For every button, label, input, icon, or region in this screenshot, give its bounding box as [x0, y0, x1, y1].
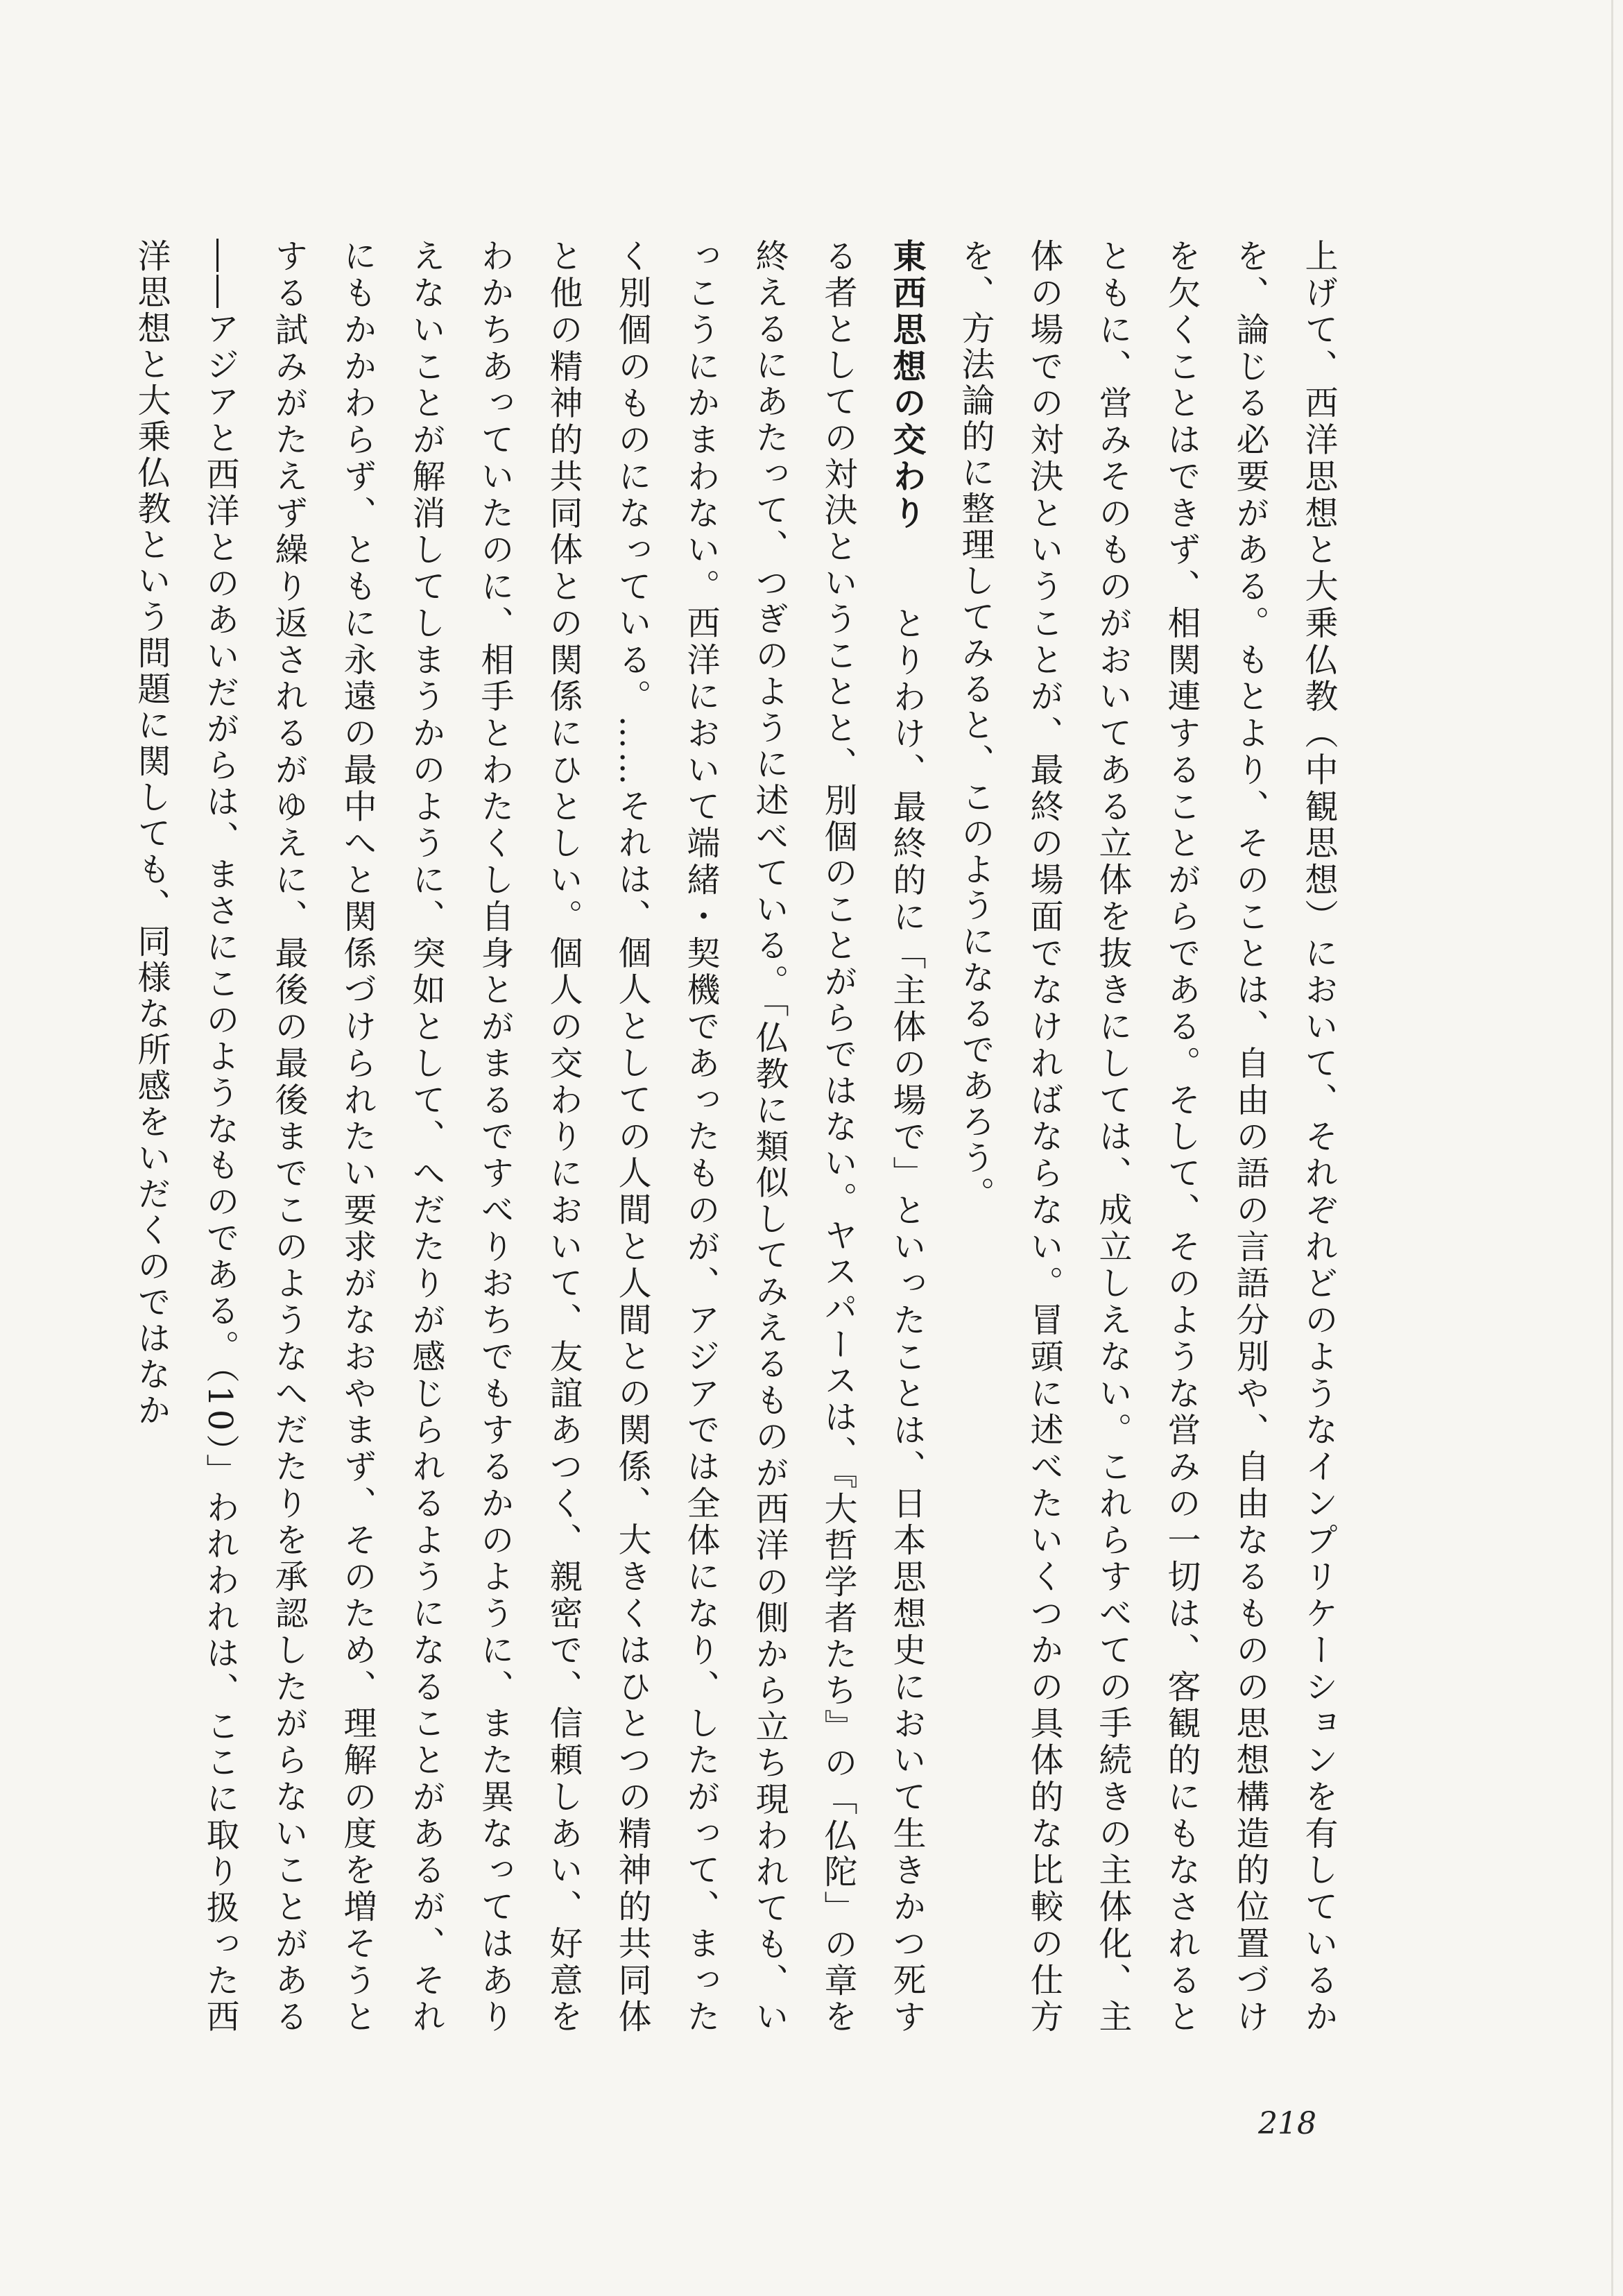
paragraph-east-west	[117, 239, 941, 2035]
body-text-column-block	[48, 239, 1352, 2035]
paragraph-east-west-text: とりわけ、最終的に「主体の場で」といったことは、日本思想史において生きかつ死する者としての対決ということと、別個のことがらではない。ヤスパースは、『大哲学者たち』の「仏陀」の章を終えるにあたって、つぎのように述べている。「仏教に類似してみえるものが西洋の側から立ち現われても、いっこうにかまわない。西洋において端緒・契機であったものが、アジアでは全体になり、したがって、まったく別個のものになっている。……それは、個人としての人間と人間との関係、大きくはひとつの精神的共同体と他の精神的共同体との関係にひとしい。個人の交わりにおいて、友誼あつく、親密で、信頼しあい、好意をわかちあっていたのに、相手とわたくし自身とがまるですべりおちでもするかのように、また異なってはありえないことが解消してしまうかのように、突如として、へだたりが感じられるようになることがあるが、それにもかかわらず、ともに永遠の最中へと関係づけられたい要求がなおやまず、そのため、理解の度を増そうとする試みがたえず繰り返されるがゆえに、最後の最後までこのようなへだたりを承認したがらないことがある――アジアと西洋とのあいだがらは、まさにこのようなものである。（10）」われわれは、ここに取り扱った西洋思想と大乗仏教という問題に関しても、同様な所感をいだくのではなか	[132, 239, 926, 2036]
page-edge-shadow	[1611, 0, 1613, 2296]
section-heading: 東西思想の交わり	[887, 239, 926, 532]
page-number: 218	[1258, 2106, 1316, 2141]
paragraph-method-summary: 上げて、西洋思想と大乗仏教（中観思想）において、それぞれどのようなインプリケーションを有しているかを、論じる必要がある。もとより、そのことは、自由の語の言語分別や、自由なるものの思想構造的位置づけを欠くことはできず、相関連することがらである。そして、そのような営みの一切は、客観的にもなされるとともに、営みそのものがおいてある立体を抜きにしては、成立しえない。これらすべての手続きの主体化、主体の場での対決ということが、最終の場面でなければならない。冒頭に述べたいくつかの具体的な比較の仕方を、方法論的に整理してみると、このようになるであろう。	[956, 239, 1338, 2035]
